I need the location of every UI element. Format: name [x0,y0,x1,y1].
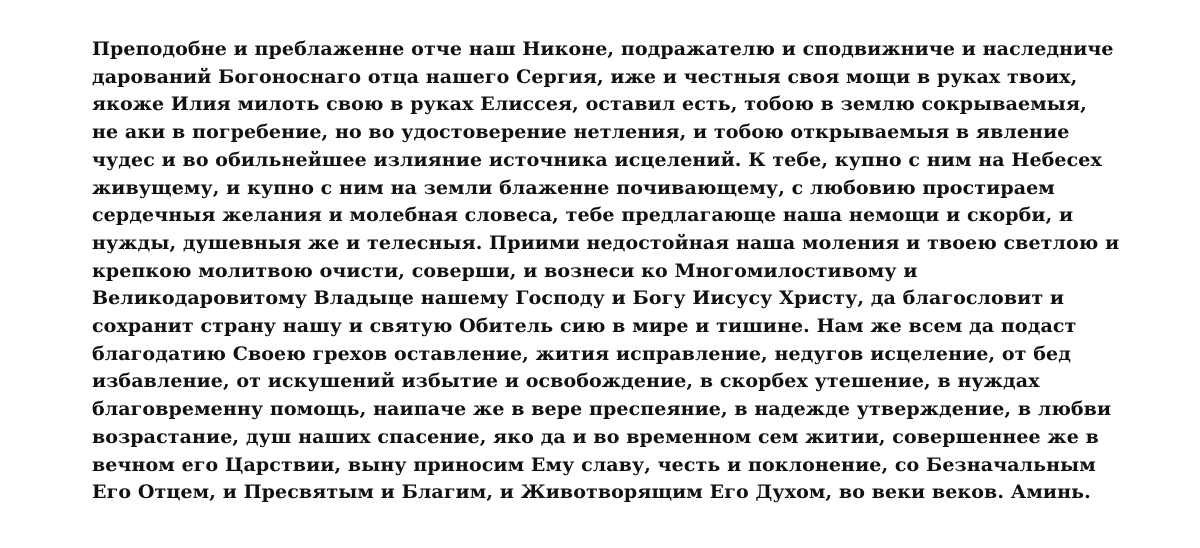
prayer-line-12: благодатию Своею грехов оставление, жития исправление, недугов исцеление, от бед [92,342,1071,365]
prayer-line-11: сохранит страну нашу и святую Обитель сию в мире и тишине. Нам же всем да подаст [92,315,1077,338]
prayer-line-7: сердечныя желания и молебная словеса, тебе предлагающе наша немощи и скорби, и [92,204,1074,227]
prayer-line-15: возрастание, душ наших спасение, яко да и во временном сем житии, совершеннее же в [92,425,1099,448]
prayer-line-5: чудес и во обильнейшее излияние источника исцелений. К тебе, купно с ним на Небесех [92,148,1102,171]
prayer-line-10: Великодаровитому Владыце нашему Господу и Богу Иисусу Христу, да благословит и [92,287,1065,310]
prayer-line-17: Его Отцем, и Пресвятым и Благим, и Животворящим Его Духом, во веки веков. Аминь. [92,481,1091,504]
prayer-line-13: избавление, от искушений избытие и освобождение, в скорбех утешение, в нуждах [92,370,1040,393]
prayer-line-3: якоже Илия милоть свою в руках Елиссея, оставил есть, тобою в землю сокрываемыя, [92,93,1087,116]
prayer-line-14: благовременну помощь, наипаче же в вере преспеяние, в надежде утверждение, в любви [92,398,1112,421]
prayer-line-16: вечном его Царствии, выну приносим Ему славу, честь и поклонение, со Безначальным [92,453,1096,476]
prayer-line-1: Преподобне и преблаженне отче наш Никоне, подражателю и сподвижниче и наследниче [92,38,1114,60]
prayer-line-8: нужды, душевныя же и телесныя. Приими недостойная наша моления и твоею светлою и [92,231,1120,254]
prayer-line-6: живущему, и купно с ним на земли блаженне почивающему, с любовию простираем [92,176,1055,199]
prayer-text [92,36,1132,507]
prayer-line-4: не аки в погребение, но во удостоверение нетления, и тобою открываемыя в явление [92,121,1070,144]
prayer-line-2: дарований Богоноснаго отца нашего Сергия, иже и честныя своя мощи в руках твоих, [92,65,1078,88]
prayer-line-9: крепкою молитвою очисти, соверши, и вознеси ко Многомилостивому и [92,259,918,282]
